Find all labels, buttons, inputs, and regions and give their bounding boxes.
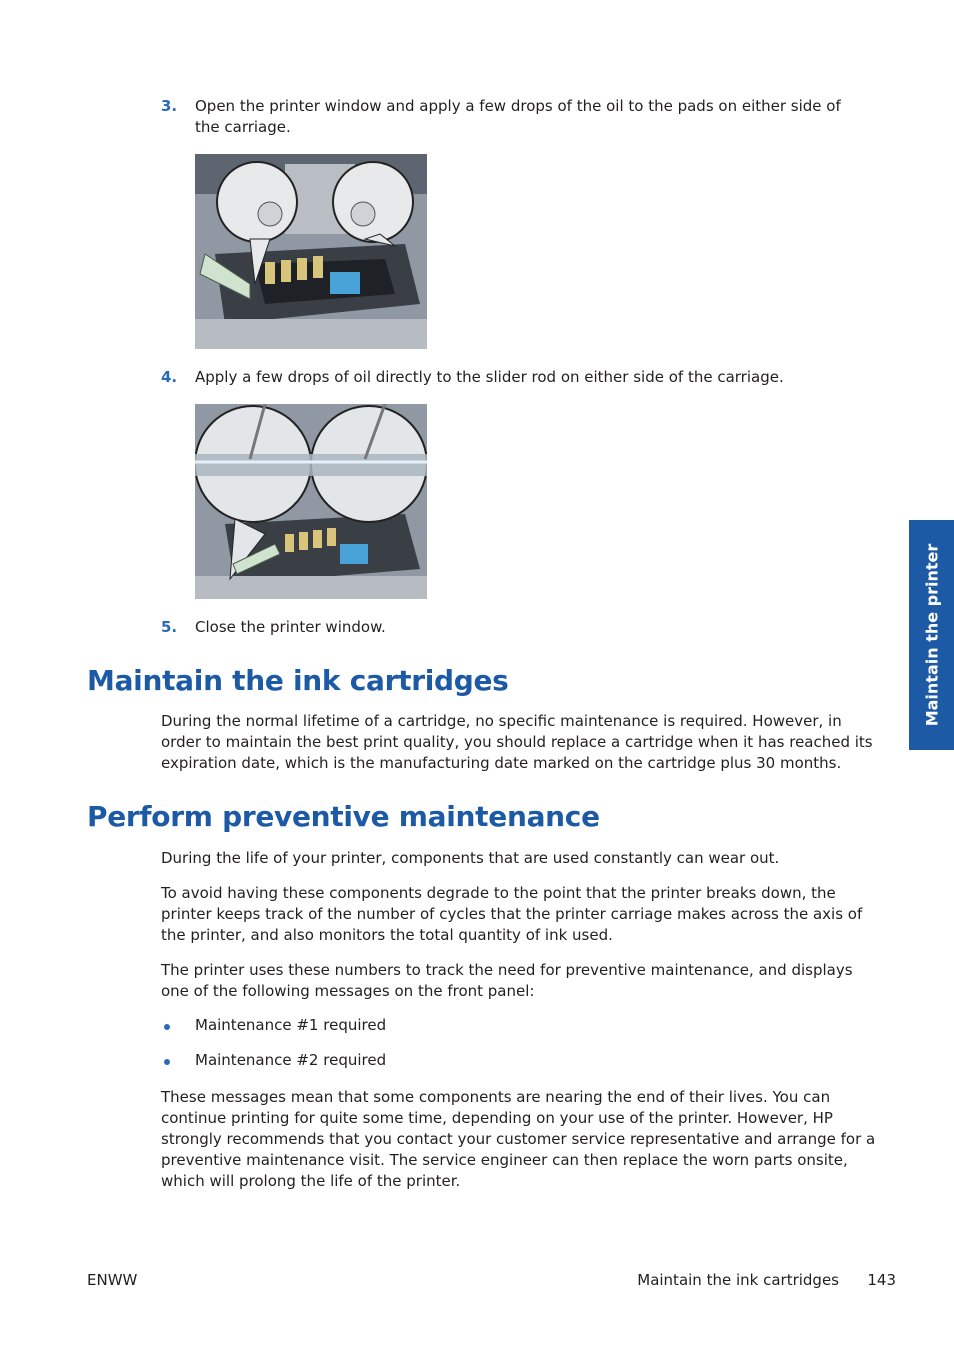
step-5-text: Close the printer window.: [195, 618, 386, 636]
chapter-side-tab-label: Maintain the printer: [922, 543, 941, 727]
carriage-pads-illustration: [195, 154, 427, 349]
footer-left: ENWW: [87, 1271, 138, 1289]
chapter-side-tab: [909, 520, 954, 750]
footer-section: Maintain the ink cartridges: [637, 1271, 839, 1289]
section2-paragraph-2: To avoid having these components degrade to the point that the printer breaks down, the printer keeps track of the number of cycles that the printer carriage makes across the axis of the printer, and also monitors the total quantity of ink used.: [161, 884, 863, 944]
page-number: 143: [867, 1271, 896, 1289]
step-5-number: 5.: [161, 618, 178, 636]
section1-body: During the normal lifetime of a cartridge, no specific maintenance is required. However, in order to maintain the best print quality, you should replace a cartridge when it has reached its expiration date, which is the manufacturing date marked on the cartridge plus 30 months.: [161, 712, 873, 772]
section2-paragraph-3: The printer uses these numbers to track the need for preventive maintenance, and displays one of the following messages on the front panel:: [161, 961, 853, 1000]
step-3-number: 3.: [161, 97, 178, 115]
heading-preventive-maintenance: Perform preventive maintenance: [87, 800, 600, 833]
section2-paragraph-1: During the life of your printer, components that are used constantly can wear out.: [161, 849, 780, 867]
bullet-icon: [164, 1059, 170, 1065]
heading-maintain-ink-cartridges: Maintain the ink cartridges: [87, 664, 509, 697]
section2-paragraph-4: These messages mean that some components are nearing the end of their lives. You can continue printing for quite some time, depending on your use of the printer. However, HP strongly recommends that you contact your customer service representative and arrange for a preventive maintenance visit. The service engineer can then replace the worn parts onsite, which will prolong the life of the printer.: [161, 1088, 876, 1190]
slider-rod-illustration: [195, 404, 427, 599]
bullet-icon: [164, 1024, 170, 1030]
bullet-item: Maintenance #2 required: [195, 1051, 387, 1069]
step-3-text: Open the printer window and apply a few drops of the oil to the pads on either side of the carriage.: [195, 97, 841, 136]
step-4-number: 4.: [161, 368, 178, 386]
step-4-text: Apply a few drops of oil directly to the slider rod on either side of the carriage.: [195, 368, 784, 386]
bullet-item: Maintenance #1 required: [195, 1016, 387, 1034]
